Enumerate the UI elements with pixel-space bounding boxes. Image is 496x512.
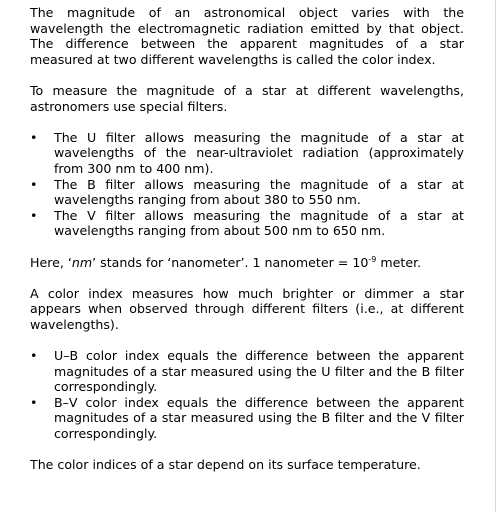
nanometer-definition <box>30 255 464 271</box>
document-body <box>30 5 464 488</box>
list-item-b-filter: • The B filter allows measuring the magnitude of a star at wavelengths ranging from about 380 to 550 nm. <box>30 177 464 208</box>
intro-paragraph: The magnitude of an astronomical object varies with the wavelength the electromagnetic radiation emitted by that object. The difference between the apparent magnitudes of a star measured at two different wavelengths is called the color index. <box>30 5 464 67</box>
nm-term: nm <box>71 254 93 270</box>
list-item-u-b-index: • U–B color index equals the difference between the apparent magnitudes of a star measured using the U filter and the B filter correspondingly. <box>30 348 464 395</box>
nm-mid-text: ’ stands for ‘nanometer’. 1 nanometer = 10 <box>92 254 369 270</box>
color-index-paragraph: A color index measures how much brighter or dimmer a star appears when observed through different filters (i.e., at different wavelengths). <box>30 285 464 332</box>
nm-intro-text: Here, ‘ <box>30 254 72 270</box>
nm-exponent: -9 <box>368 254 377 264</box>
filters-list <box>30 130 464 239</box>
list-item-b-v-index: • B–V color index equals the difference between the apparent magnitudes of a star measured using the B filter and the V filter correspondingly. <box>30 395 464 442</box>
list-item-u-filter: • The U filter allows measuring the magnitude of a star at wavelengths of the near-ultraviolet radiation (approximately from 300 nm to 400 nm). <box>30 130 464 177</box>
temperature-paragraph: The color indices of a star depend on its surface temperature. <box>30 457 421 473</box>
indices-list <box>30 348 464 442</box>
filters-intro-paragraph: To measure the magnitude of a star at different wavelengths, astronomers use special filters. <box>30 82 464 114</box>
list-item-v-filter: • The V filter allows measuring the magnitude of a star at wavelengths ranging from about 500 nm to 650 nm. <box>30 208 464 239</box>
nm-end-text: meter. <box>376 254 422 270</box>
